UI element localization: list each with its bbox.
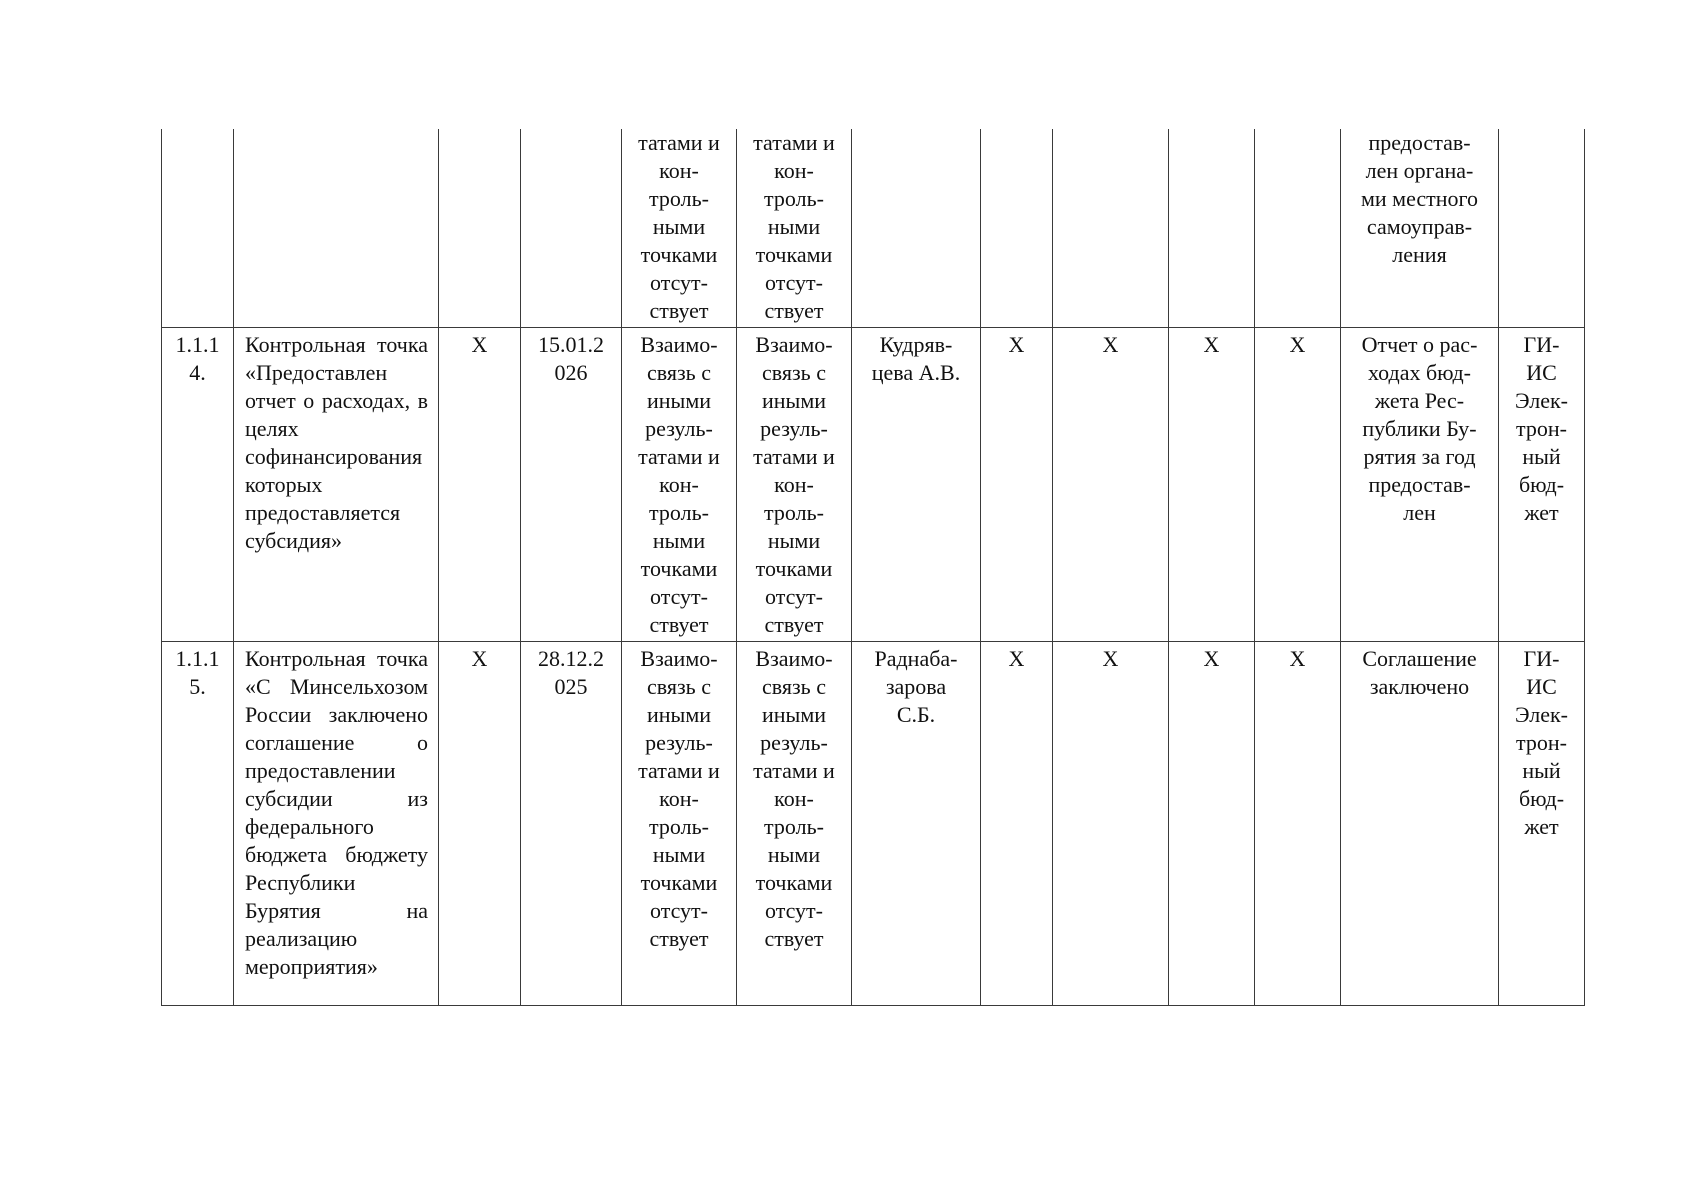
mark-cell: Х (1053, 328, 1169, 642)
document-cell: Соглашение заключено (1341, 642, 1499, 1006)
responsible-cell: Раднаба- зарова С.Б. (852, 642, 981, 1006)
mark-cell: Х (1169, 642, 1255, 1006)
document-cell: предостав- лен органа- ми местного самоуправ- ления (1341, 129, 1499, 328)
mark-cell: Х (981, 328, 1053, 642)
relationship-prev-cell: Взаимо- связь с иными резуль- татами и кон- троль- ными точками отсут- ствует (622, 642, 737, 1006)
mark-cell: Х (1053, 642, 1169, 1006)
information-system-cell: ГИ- ИС Элек- трон- ный бюд- жет (1499, 328, 1585, 642)
row-number-cell (162, 129, 234, 328)
mark-cell (439, 129, 521, 328)
relationship-next-cell: татами и кон- троль- ными точками отсут- ствует (737, 129, 852, 328)
mark-cell: Х (1255, 642, 1341, 1006)
control-points-table (161, 129, 1585, 1006)
relationship-next-cell: Взаимо- связь с иными резуль- татами и кон- троль- ными точками отсут- ствует (737, 328, 852, 642)
table-row (162, 642, 1585, 1006)
responsible-cell (852, 129, 981, 328)
mark-cell (981, 129, 1053, 328)
mark-cell: Х (981, 642, 1053, 1006)
mark-cell (1169, 129, 1255, 328)
document-cell: Отчет о рас- ходах бюд- жета Рес- публики Бу- рятия за год предостав- лен (1341, 328, 1499, 642)
mark-cell: Х (1255, 328, 1341, 642)
date-cell (521, 129, 622, 328)
information-system-cell: ГИ- ИС Элек- трон- ный бюд- жет (1499, 642, 1585, 1006)
date-cell: 28.12.2 025 (521, 642, 622, 1006)
row-number-cell: 1.1.1 4. (162, 328, 234, 642)
table-row (162, 129, 1585, 328)
mark-cell: Х (439, 642, 521, 1006)
mark-cell (1053, 129, 1169, 328)
responsible-cell: Кудряв- цева А.В. (852, 328, 981, 642)
control-point-name-cell: Контрольная точка «Предоставлен отчет о расходах, в целях софинансирования которых предоставляется субсидия» (234, 328, 439, 642)
relationship-prev-cell: Взаимо- связь с иными резуль- татами и кон- троль- ными точками отсут- ствует (622, 328, 737, 642)
mark-cell: Х (1169, 328, 1255, 642)
relationship-next-cell: Взаимо- связь с иными резуль- татами и кон- троль- ными точками отсут- ствует (737, 642, 852, 1006)
table-row (162, 328, 1585, 642)
relationship-prev-cell: татами и кон- троль- ными точками отсут- ствует (622, 129, 737, 328)
information-system-cell (1499, 129, 1585, 328)
date-cell: 15.01.2 026 (521, 328, 622, 642)
mark-cell: Х (439, 328, 521, 642)
row-number-cell: 1.1.1 5. (162, 642, 234, 1006)
mark-cell (1255, 129, 1341, 328)
control-point-name-cell: Контрольная точка «С Минсельхозом России заключено соглашение о предоставлении субсидии из федерального бюджета бюджету Республики Бурятия на реализацию мероприятия» (234, 642, 439, 1006)
control-point-name-cell (234, 129, 439, 328)
